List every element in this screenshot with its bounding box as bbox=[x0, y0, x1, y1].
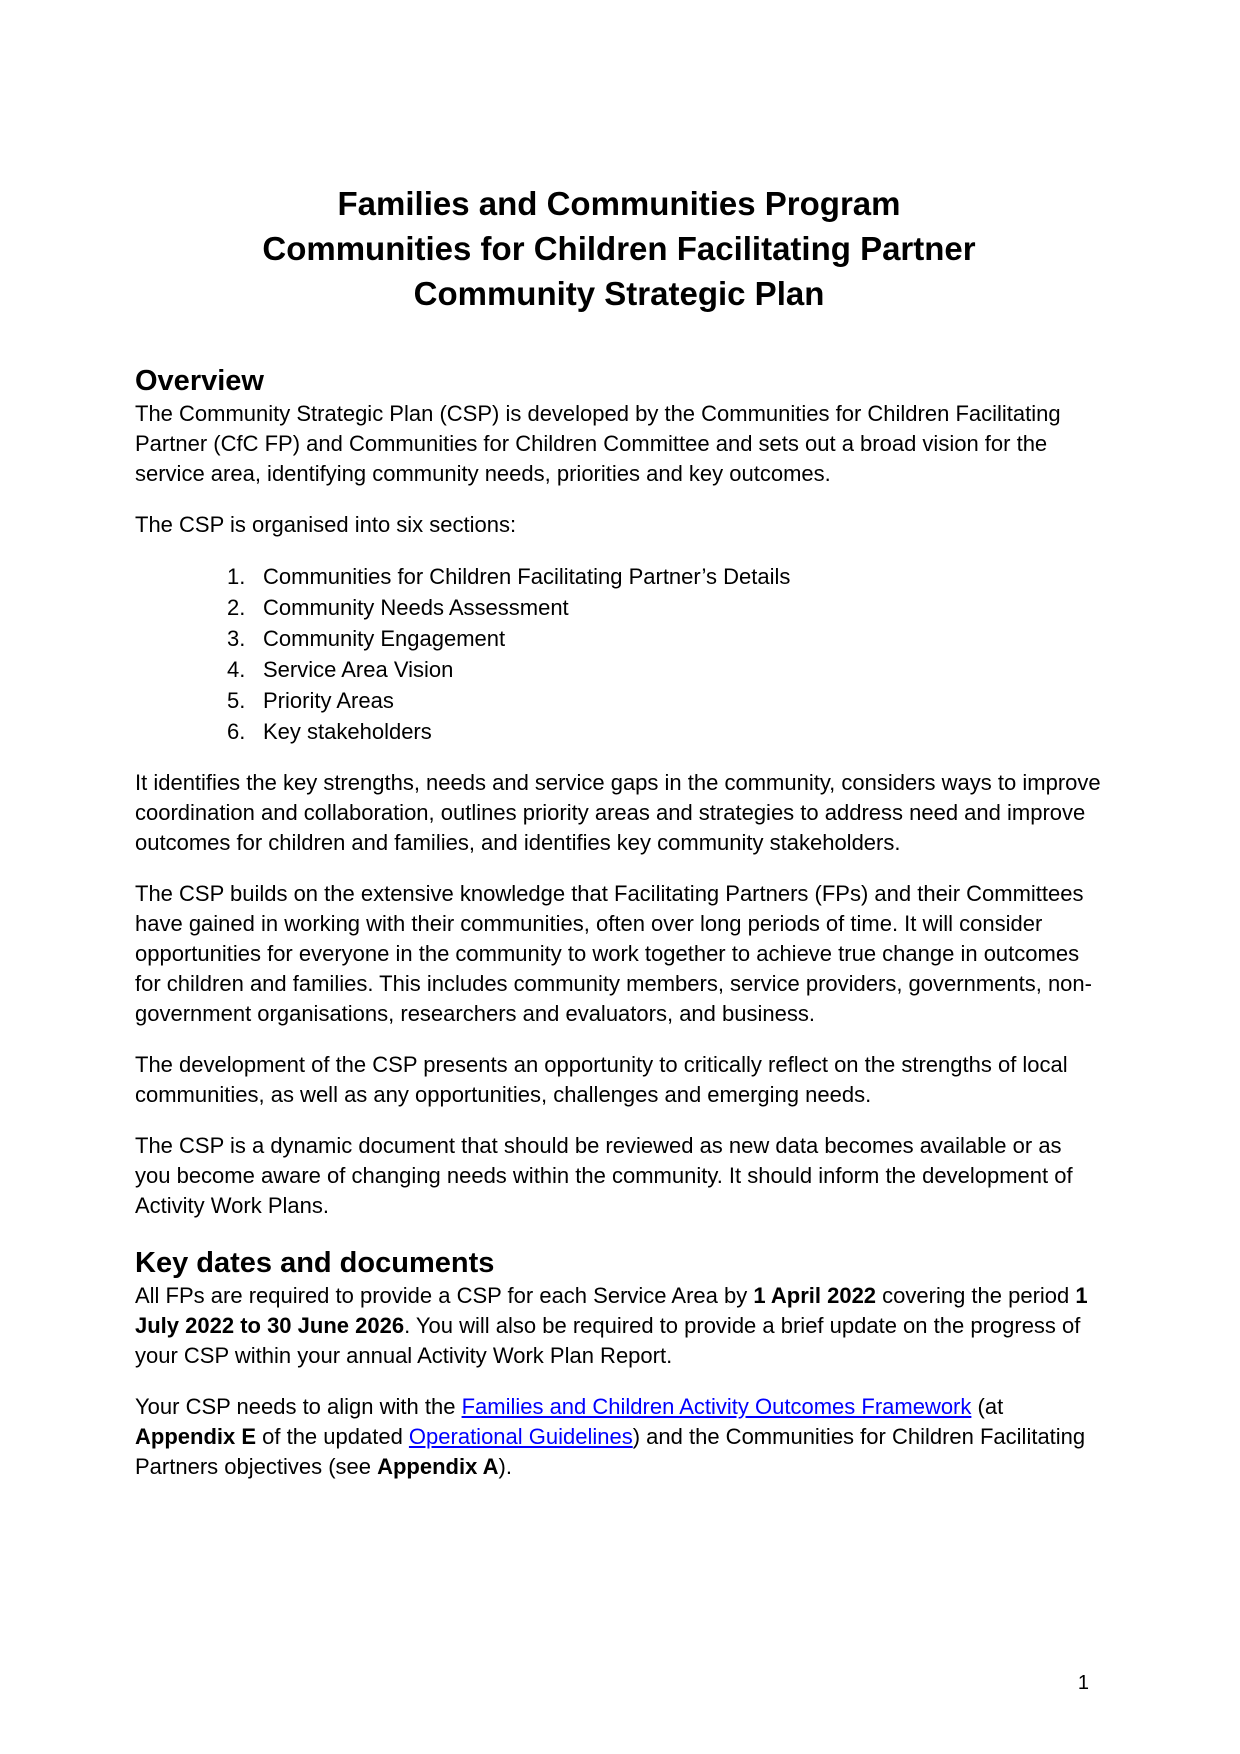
dynamic-document-paragraph: The CSP is a dynamic document that should be reviewed as new data becomes available or as you become aware of changing needs within the community. It should inform the development of Activity Work Plans. bbox=[135, 1133, 1073, 1218]
list-item-number: 6. bbox=[227, 719, 246, 744]
list-item-text: Community Needs Assessment bbox=[263, 595, 569, 620]
appendix-e-bold: Appendix E bbox=[135, 1424, 257, 1449]
alignment-paragraph bbox=[135, 1392, 1103, 1482]
list-item bbox=[135, 561, 1103, 592]
list-item-text: Communities for Children Facilitating Partner’s Details bbox=[263, 564, 791, 589]
list-item-number: 5. bbox=[227, 688, 246, 713]
requirement-text: . You will also be required to provide a brief update on the progress of your CSP within your annual Activity Work Plan Report. bbox=[135, 1313, 1081, 1368]
list-item-text: Community Engagement bbox=[263, 626, 506, 651]
document-content bbox=[135, 0, 1103, 1482]
identifies-paragraph: It identifies the key strengths, needs and service gaps in the community, considers ways to improve coordination and collaboration, outlines priority areas and strategies to address need and improve outcomes for children and families, and identifies key community stakeholders. bbox=[135, 770, 1101, 855]
key-dates-heading: Key dates and documents bbox=[135, 1247, 495, 1279]
list-item-text: Service Area Vision bbox=[263, 657, 454, 682]
sections-list bbox=[135, 561, 1103, 747]
list-item-number: 4. bbox=[227, 657, 246, 682]
overview-intro-paragraph: The Community Strategic Plan (CSP) is developed by the Communities for Children Facilitating Partner (CfC FP) and Communities for Children Committee and sets out a broad vision for the service area, identifying community needs, priorities and key outcomes. bbox=[135, 401, 1061, 486]
title-line-2: Communities for Children Facilitating Partner bbox=[262, 230, 976, 267]
period-bold: 1 July 2022 to 30 June 2026 bbox=[135, 1283, 1088, 1338]
builds-paragraph: The CSP builds on the extensive knowledge that Facilitating Partners (FPs) and their Committees have gained in working with their communities, often over long periods of time. It will consider opportunities for everyone in the community to work together to achieve true change in outcomes for children and families. This includes community members, service providers, governments, non-government organisations, researchers and evaluators, and business. bbox=[135, 881, 1092, 1026]
title-line-1: Families and Communities Program bbox=[337, 185, 901, 222]
alignment-text: ) and the Communities for Children Facilitating Partners objectives (see bbox=[135, 1424, 1086, 1479]
list-item bbox=[135, 592, 1103, 623]
sections-lead-paragraph: The CSP is organised into six sections: bbox=[135, 512, 517, 537]
list-item-text: Key stakeholders bbox=[263, 719, 432, 744]
requirement-text: All FPs are required to provide a CSP for each Service Area by bbox=[135, 1283, 754, 1308]
list-item bbox=[135, 623, 1103, 654]
development-paragraph: The development of the CSP presents an opportunity to critically reflect on the strengths of local communities, as well as any opportunities, challenges and emerging needs. bbox=[135, 1052, 1068, 1107]
document-title bbox=[135, 181, 1103, 316]
list-item-number: 3. bbox=[227, 626, 246, 651]
alignment-text: Your CSP needs to align with the bbox=[135, 1394, 462, 1419]
list-item-number: 2. bbox=[227, 595, 246, 620]
list-item bbox=[135, 716, 1103, 747]
operational-guidelines-link[interactable]: Operational Guidelines bbox=[408, 1424, 633, 1449]
list-item-number: 1. bbox=[227, 564, 246, 589]
alignment-text: (at bbox=[971, 1394, 1004, 1419]
requirement-text: covering the period bbox=[876, 1283, 1076, 1308]
due-date-bold: 1 April 2022 bbox=[753, 1283, 877, 1308]
overview-heading: Overview bbox=[135, 365, 264, 397]
alignment-text: of the updated bbox=[256, 1424, 409, 1449]
alignment-text: ). bbox=[498, 1454, 512, 1479]
title-line-3: Community Strategic Plan bbox=[413, 275, 825, 312]
list-item-text: Priority Areas bbox=[263, 688, 394, 713]
page-number: 1 bbox=[1077, 1672, 1089, 1694]
list-item bbox=[135, 654, 1103, 685]
list-item bbox=[135, 685, 1103, 716]
key-dates-requirement-paragraph bbox=[135, 1281, 1103, 1371]
appendix-a-bold: Appendix A bbox=[377, 1454, 499, 1479]
outcomes-framework-link[interactable]: Families and Children Activity Outcomes Framework bbox=[461, 1394, 972, 1419]
